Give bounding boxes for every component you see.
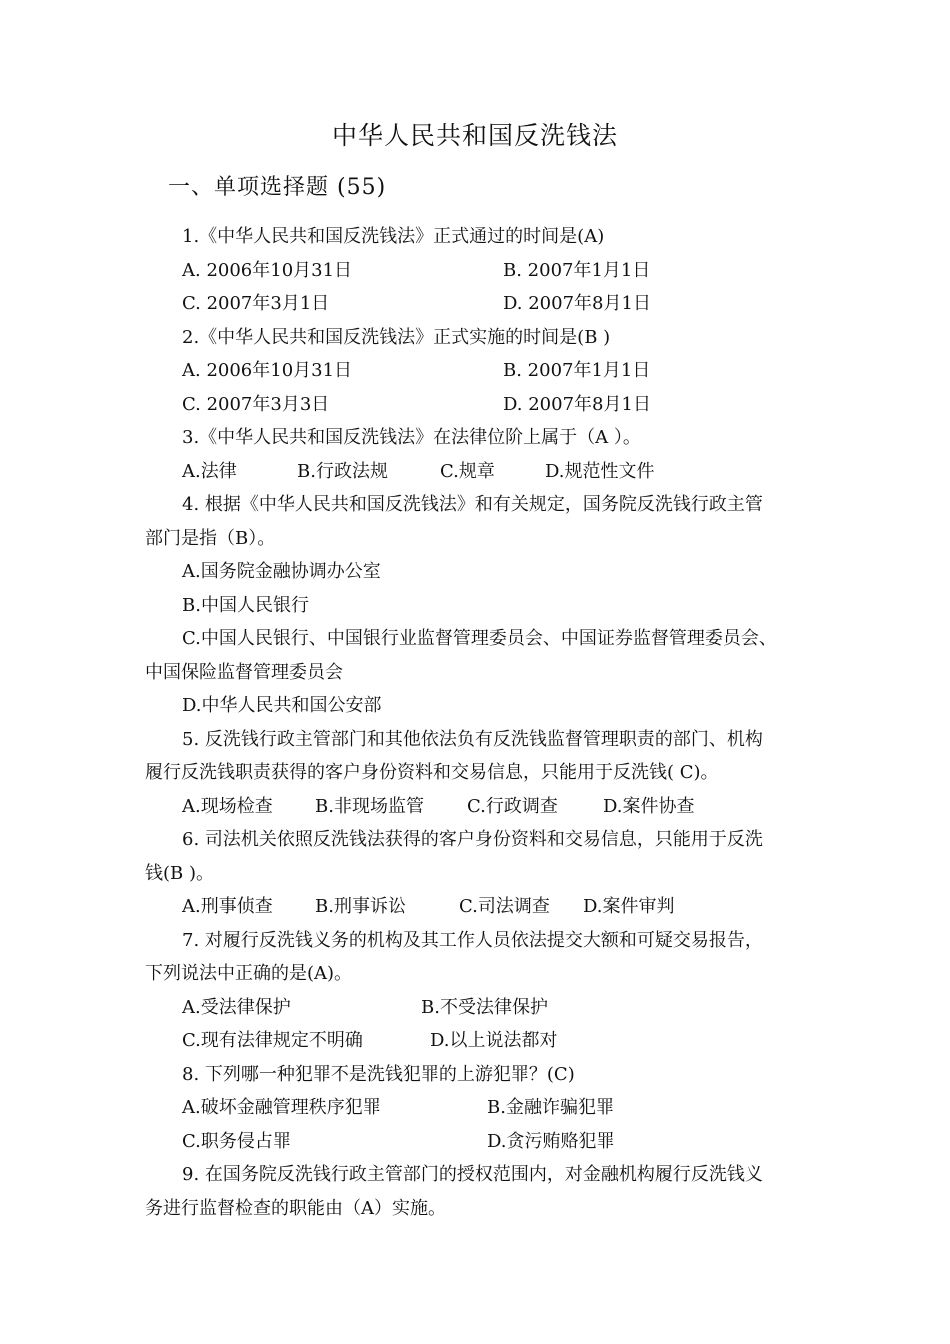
option: D.以上说法都对 <box>430 1030 558 1051</box>
document-title: 中华人民共和国反洗钱法 <box>331 121 618 150</box>
option-row <box>145 1024 810 1058</box>
question-text: 9. 在国务院反洗钱行政主管部门的授权范围内，对金融机构履行反洗钱义 <box>182 1164 763 1185</box>
option: C. 2007年3月1日 <box>182 293 330 314</box>
question-text: 7. 对履行反洗钱义务的机构及其工作人员依法提交大额和可疑交易报告， <box>182 929 763 951</box>
option: B. 2007年1月1日 <box>503 360 651 381</box>
option: C.规章 <box>440 460 495 482</box>
option-row <box>145 991 810 1025</box>
question-text: 1.《中华人民共和国反洗钱法》正式通过的时间是(A) <box>182 226 605 247</box>
option-row <box>145 1125 810 1159</box>
option: C.中国人民银行、中国银行业监督管理委员会、中国证券监督管理委员会、 <box>182 628 777 649</box>
option: B.行政法规 <box>297 460 388 482</box>
question-text: 5. 反洗钱行政主管部门和其他依法负有反洗钱监督管理职责的部门、机构 <box>182 728 763 750</box>
question-text: 钱(B )。 <box>145 862 214 884</box>
option: C.现有法律规定不明确 <box>182 1030 363 1051</box>
question-text: 4. 根据《中华人民共和国反洗钱法》和有关规定，国务院反洗钱行政主管 <box>182 494 763 515</box>
question-text: 2.《中华人民共和国反洗钱法》正式实施的时间是(B ) <box>182 326 611 348</box>
option: B. 2007年1月1日 <box>503 259 651 281</box>
option: A. 2006年10月31日 <box>182 259 353 281</box>
question-text: 3.《中华人民共和国反洗钱法》在法律位阶上属于（A ）。 <box>182 427 641 448</box>
option: C. 2007年3月3日 <box>182 393 330 415</box>
option: D. 2007年8月1日 <box>503 293 651 314</box>
option: A.法律 <box>182 460 237 482</box>
question-text: 部门是指（B）。 <box>145 527 276 549</box>
option-row <box>145 1091 810 1125</box>
option: C.职务侵占罪 <box>182 1130 291 1152</box>
option: A.受法律保护 <box>182 996 291 1018</box>
option-row <box>145 790 810 824</box>
option: B.不受法律保护 <box>421 996 548 1018</box>
option-row <box>145 254 810 288</box>
question-list <box>145 220 810 1225</box>
question-text: 务进行监督检查的职能由（A）实施。 <box>145 1197 446 1219</box>
option: B.刑事诉讼 <box>315 896 406 917</box>
option-row <box>145 388 810 422</box>
option: 中国保险监督管理委员会 <box>145 661 343 683</box>
option: D.案件协查 <box>603 795 695 817</box>
option: A.现场检查 <box>182 795 273 817</box>
option: C.司法调查 <box>459 896 550 917</box>
option: C.行政调查 <box>467 795 558 817</box>
option: D.规范性文件 <box>545 460 655 482</box>
question-text: 履行反洗钱职责获得的客户身份资料和交易信息，只能用于反洗钱( C)。 <box>145 762 719 783</box>
option: D. 2007年8月1日 <box>503 393 651 415</box>
option: A. 2006年10月31日 <box>182 360 353 381</box>
question-text: 8. 下列哪一种犯罪不是洗钱犯罪的上游犯罪？(C) <box>182 1063 575 1085</box>
option: D.案件审判 <box>583 896 675 917</box>
option: B.非现场监管 <box>315 795 424 817</box>
option: B.金融诈骗犯罪 <box>487 1097 614 1118</box>
option-row <box>145 890 810 924</box>
section-heading: 一、单项选择题 (55) <box>168 175 387 200</box>
option: D.贪污贿赂犯罪 <box>487 1130 615 1152</box>
option: A.刑事侦查 <box>182 896 273 917</box>
question-text: 下列说法中正确的是(A)。 <box>145 963 353 984</box>
option: A.国务院金融协调办公室 <box>182 561 381 582</box>
option: A.破坏金融管理秩序犯罪 <box>182 1097 381 1118</box>
question-text: 6. 司法机关依照反洗钱法获得的客户身份资料和交易信息，只能用于反洗 <box>182 829 763 850</box>
option-row <box>145 287 810 321</box>
option-row <box>145 455 810 489</box>
option-row <box>145 354 810 388</box>
option: D.中华人民共和国公安部 <box>182 695 382 716</box>
option: B.中国人民银行 <box>182 594 309 616</box>
